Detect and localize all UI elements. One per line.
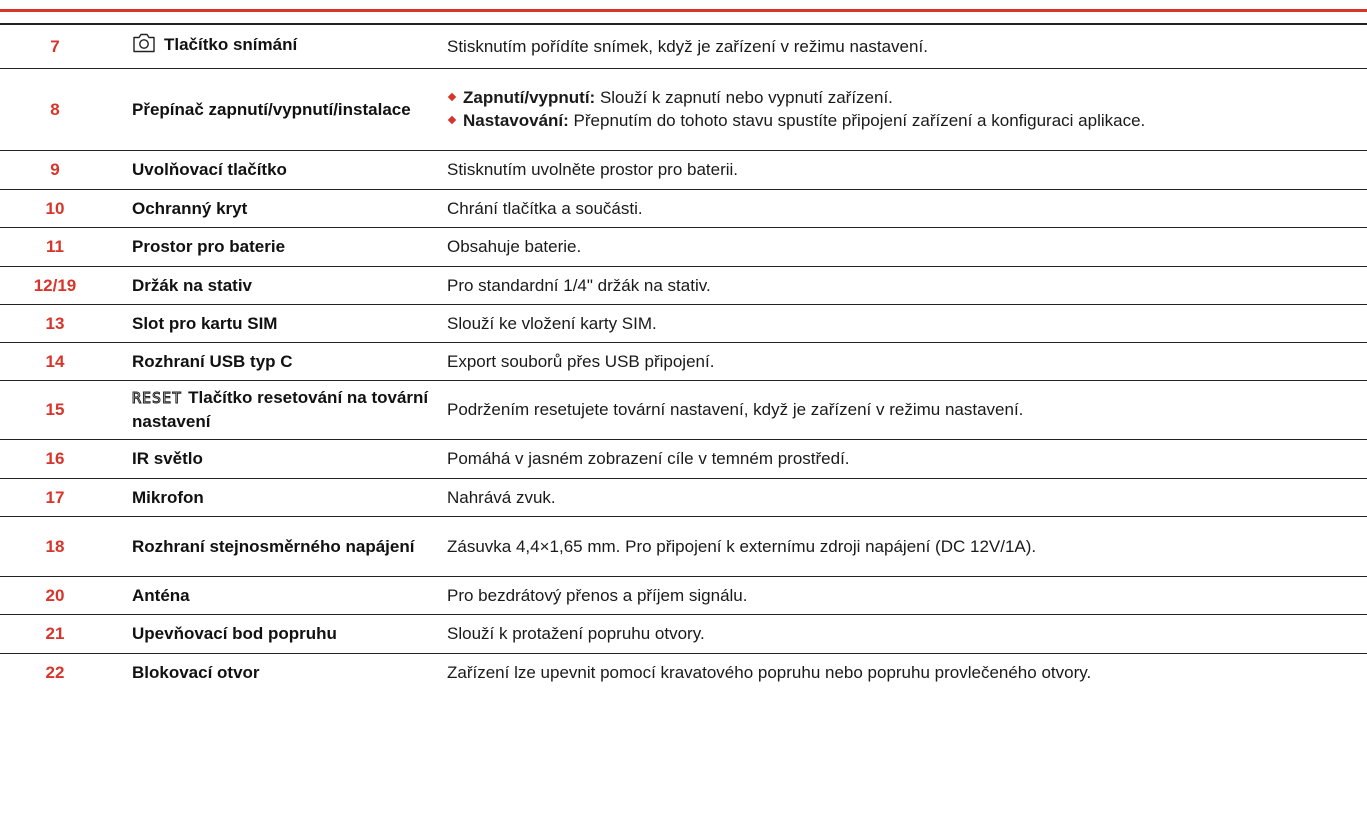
bullet-item [447,86,1367,109]
camera-icon [132,32,156,60]
row-number: 10 [0,189,110,227]
component-name-text: Tlačítko snímání [164,35,298,55]
row-number: 18 [0,516,110,576]
component-description: Stisknutím pořídíte snímek, když je zařízení v režimu nastavení. [447,25,1367,68]
row-number: 21 [0,614,110,653]
component-name: Upevňovací bod popruhu [110,614,447,653]
component-name: Prostor pro baterie [110,227,447,266]
table-row [0,439,1367,478]
bullet-text: Přepnutím do tohoto stavu spustíte připojení zařízení a konfiguraci aplikace. [568,111,1146,130]
component-description: Podržením resetujete tovární nastavení, když je zařízení v režimu nastavení. [447,380,1367,439]
row-number: 11 [0,227,110,266]
component-name: Uvolňovací tlačítko [110,150,447,189]
row-number: 15 [0,380,110,439]
reset-icon: RESET [132,389,183,407]
bullet-diamond-icon [448,93,456,101]
table-row [0,189,1367,227]
component-description: Obsahuje baterie. [447,227,1367,266]
table-row [0,342,1367,380]
component-name: Rozhraní USB typ C [110,342,447,380]
bullet-list [447,86,1367,132]
component-name [110,380,447,439]
component-description: Slouží k protažení popruhu otvory. [447,614,1367,653]
table-row [0,614,1367,653]
row-number: 20 [0,576,110,614]
row-number: 7 [0,25,110,68]
top-accent-rule [0,9,1367,12]
table-row [0,516,1367,576]
row-number: 22 [45,662,65,682]
component-description [447,68,1367,150]
row-number: 13 [0,304,110,342]
component-description: Pro standardní 1/4" držák na stativ. [447,266,1367,304]
component-name: Mikrofon [110,478,447,516]
bullet-item [447,109,1367,132]
row-number: 8 [0,68,110,150]
table-row [0,68,1367,150]
component-table [0,25,1367,691]
component-description: Stisknutím uvolněte prostor pro baterii. [447,150,1367,189]
table-row [0,25,1367,68]
component-name: Ochranný kryt [110,189,447,227]
component-description: Slouží ke vložení karty SIM. [447,304,1367,342]
component-description: Zařízení lze upevnit pomocí kravatového popruhu nebo popruhu provlečeného otvory. [447,662,1092,682]
component-name: Blokovací otvor [132,662,260,682]
component-description: Zásuvka 4,4×1,65 mm. Pro připojení k externímu zdroji napájení (DC 12V/1A). [447,516,1367,576]
component-description: Pro bezdrátový přenos a příjem signálu. [447,576,1367,614]
component-name: Držák na stativ [110,266,447,304]
bullet-term: Zapnutí/vypnutí: [463,88,596,107]
component-name: Rozhraní stejnosměrného napájení [110,516,447,576]
component-name: Anténa [110,576,447,614]
table-row [0,478,1367,516]
row-number: 12/19 [0,266,110,304]
row-number: 16 [0,439,110,478]
component-description: Pomáhá v jasném zobrazení cíle v temném prostředí. [447,439,1367,478]
table-row [0,227,1367,266]
component-name: Přepínač zapnutí/vypnutí/instalace [110,68,447,150]
component-description: Chrání tlačítka a součásti. [447,189,1367,227]
component-name: Slot pro kartu SIM [110,304,447,342]
table-row [0,304,1367,342]
row-number: 17 [0,478,110,516]
table-row [0,150,1367,189]
row-number: 14 [0,342,110,380]
table-row [0,653,1367,691]
row-number: 9 [0,150,110,189]
table-row [0,266,1367,304]
component-description: Nahrává zvuk. [447,478,1367,516]
table-row [0,380,1367,439]
table-row [0,576,1367,614]
component-name [110,25,447,68]
component-description: Export souborů přes USB připojení. [447,342,1367,380]
bullet-term: Nastavování: [463,111,569,130]
bullet-diamond-icon [448,116,456,124]
component-name: IR světlo [110,439,447,478]
bullet-text: Slouží k zapnutí nebo vypnutí zařízení. [595,88,893,107]
component-name-text: Tlačítko resetování na tovární nastavení [132,388,429,431]
